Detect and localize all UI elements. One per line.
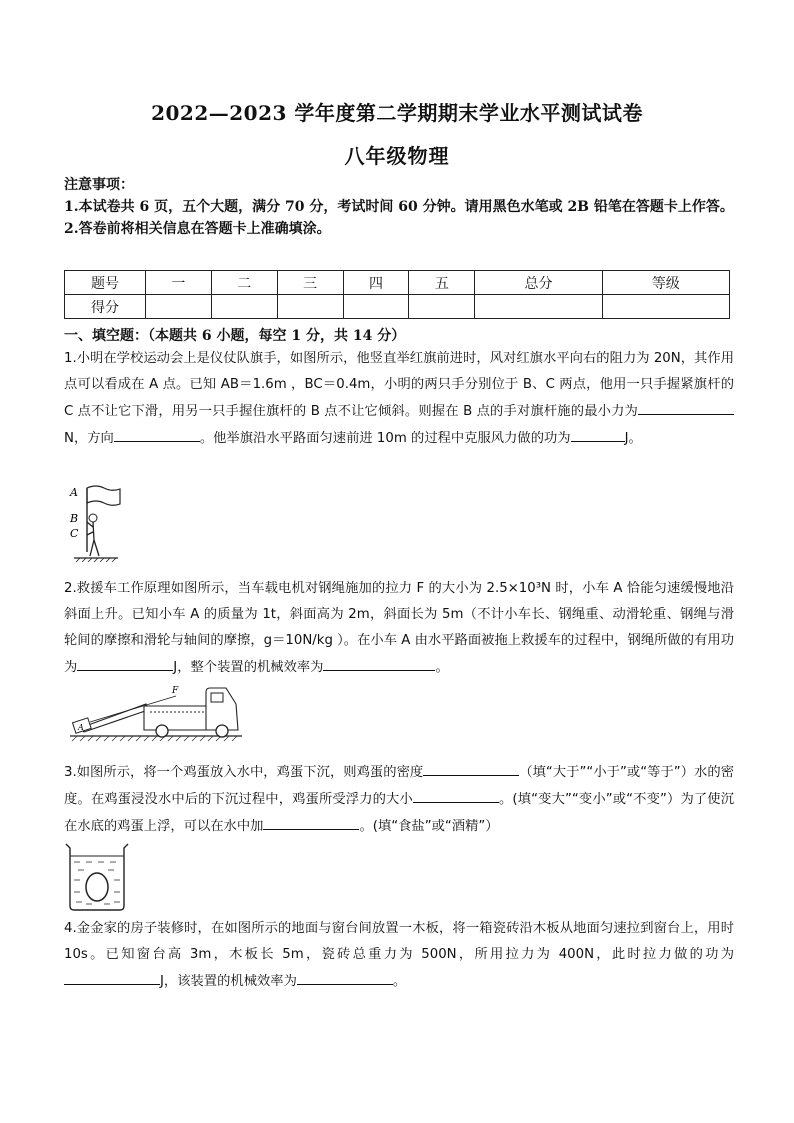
score-cell-header: 题号 (65, 271, 146, 295)
label-f: F (172, 686, 179, 696)
q3-blank-1[interactable] (423, 759, 519, 776)
score-cell-header: 一 (146, 271, 212, 295)
question-3 (64, 759, 734, 840)
score-cell-header: 四 (343, 271, 409, 295)
q4-text-b: J，该装置的机械效率为 (160, 974, 297, 989)
score-cell-header: 等级 (602, 271, 729, 295)
label-b: B (70, 512, 79, 525)
score-cell (211, 295, 277, 319)
score-table (64, 270, 730, 319)
score-cell-header: 总分 (475, 271, 602, 295)
question-1 (64, 346, 734, 452)
score-cell (602, 295, 729, 319)
rescue-truck-figure (66, 684, 246, 748)
q2-text-b: J，整个装置的机械效率为 (173, 660, 324, 675)
exam-title: 2022—2023 学年度第二学期期末学业水平测试试卷 (151, 101, 643, 125)
label-a: A (70, 486, 78, 499)
q2-blank-2[interactable] (323, 654, 435, 671)
q1-blank-1[interactable] (638, 398, 734, 415)
score-row-label: 得分 (65, 295, 146, 319)
score-cell (409, 295, 475, 319)
q3-text-d: 。(填“食盐”或“酒精”） (359, 819, 499, 834)
wheel-front (216, 725, 228, 737)
q1-text-a: 1.小明在学校运动会上是仪仗队旗手，如图所示，他竖直举红旗前进时，风对红旗水平向右的阻力为 20N，其作用点可以看成在 A 点。已知 AB＝1.6m ，BC＝0.4m，小明的两只手分别位于 B、C 两点，他用一只手握紧旗杆的 C 点不让它下滑，用另一只手握住旗杆的 B 点不让它倾斜。则握在 B 点的手对旗杆施的最小力为 (64, 351, 734, 419)
score-cell (475, 295, 602, 319)
road-hatch (72, 736, 237, 741)
question-2 (64, 576, 734, 681)
q2-text-a: 2.救援车工作原理如图所示，当车载电机对钢绳施加的拉力 F 的大小为 2.5×10³N 时，小车 A 恰能匀速缓慢地沿斜面上升。已知小车 A 的质量为 1t，斜面高为 2m，斜面长为 5m（不计小车长、钢绳重、动滑轮重、钢绳与滑轮间的摩擦和滑轮与轴间的摩擦，g＝10N/kg ）。在小车 A 由水平路面被拖上救援车的过程中，钢绳所做的有用功为 (64, 581, 734, 675)
score-cell-header: 五 (409, 271, 475, 295)
section-heading-fill-in: 一、填空题：（本题共 6 小题，每空 1 分，共 14 分） (64, 328, 406, 344)
label-c: C (70, 527, 79, 540)
q1-blank-2[interactable] (114, 425, 200, 442)
score-cell (146, 295, 212, 319)
notes-item-2: 2.答卷前将相关信息在答题卡上准确填涂。 (64, 221, 331, 237)
notes-heading: 注意事项： (64, 177, 134, 193)
person-head (89, 514, 97, 522)
q1-text-c: 。他举旗沿水平路面匀速前进 10m 的过程中克服风力做的功为 (199, 431, 571, 446)
q4-blank-2[interactable] (297, 968, 393, 985)
egg (86, 873, 108, 901)
q2-text-c: 。 (435, 660, 449, 675)
q4-text-a: 4.金金家的房子装修时，在如图所示的地面与窗台间放置一木板，将一箱瓷砖沿木板从地面匀速拉到窗台上，用时 10s。已知窗台高 3m，木板长 5m，瓷砖总重力为 500N，所用拉力为 400N，此时拉力做的功为 (64, 921, 734, 962)
q3-text-a: 3.如图所示，将一个鸡蛋放入水中，鸡蛋下沉，则鸡蛋的密度 (64, 765, 424, 780)
notes-item-1: 1.本试卷共 6 页，五个大题，满分 70 分，考试时间 60 分钟。请用黑色水笔或 2B 铅笔在答题卡上作答。 (64, 199, 734, 215)
score-cell-header: 三 (277, 271, 343, 295)
person-body (87, 522, 99, 556)
score-cell (343, 295, 409, 319)
q1-blank-3[interactable] (571, 425, 625, 442)
q3-text-b: （填“大于”“小于”或“等于”）水的密度。在鸡蛋浸没水中后的下沉过程中，鸡蛋所受浮力的大小 (64, 765, 734, 807)
truck-bed (144, 706, 216, 730)
beaker-egg-figure (64, 840, 132, 912)
flag-bearer-figure (66, 482, 126, 570)
q3-blank-2[interactable] (413, 786, 499, 803)
flag-shape (87, 486, 120, 505)
score-cell-header: 二 (211, 271, 277, 295)
score-table-score-row (65, 295, 730, 319)
q4-text-c: 。 (392, 974, 407, 989)
q3-text-c: 。(填“变大”“变小”或“不变”）为了使沉在水底的鸡蛋上浮，可以在水中加 (64, 792, 734, 834)
wheel-rear (156, 725, 168, 737)
score-cell (277, 295, 343, 319)
question-4 (64, 916, 734, 995)
score-table-header-row (65, 271, 730, 295)
q1-text-b: N，方向 (64, 431, 114, 446)
q2-blank-1[interactable] (77, 654, 173, 671)
q1-text-d: J。 (624, 431, 642, 446)
q4-blank-1[interactable] (64, 968, 160, 985)
label-cart-a: A (78, 723, 84, 732)
q3-blank-3[interactable] (263, 813, 359, 830)
exam-subtitle: 八年级物理 (344, 144, 450, 168)
notes-block (64, 174, 734, 240)
